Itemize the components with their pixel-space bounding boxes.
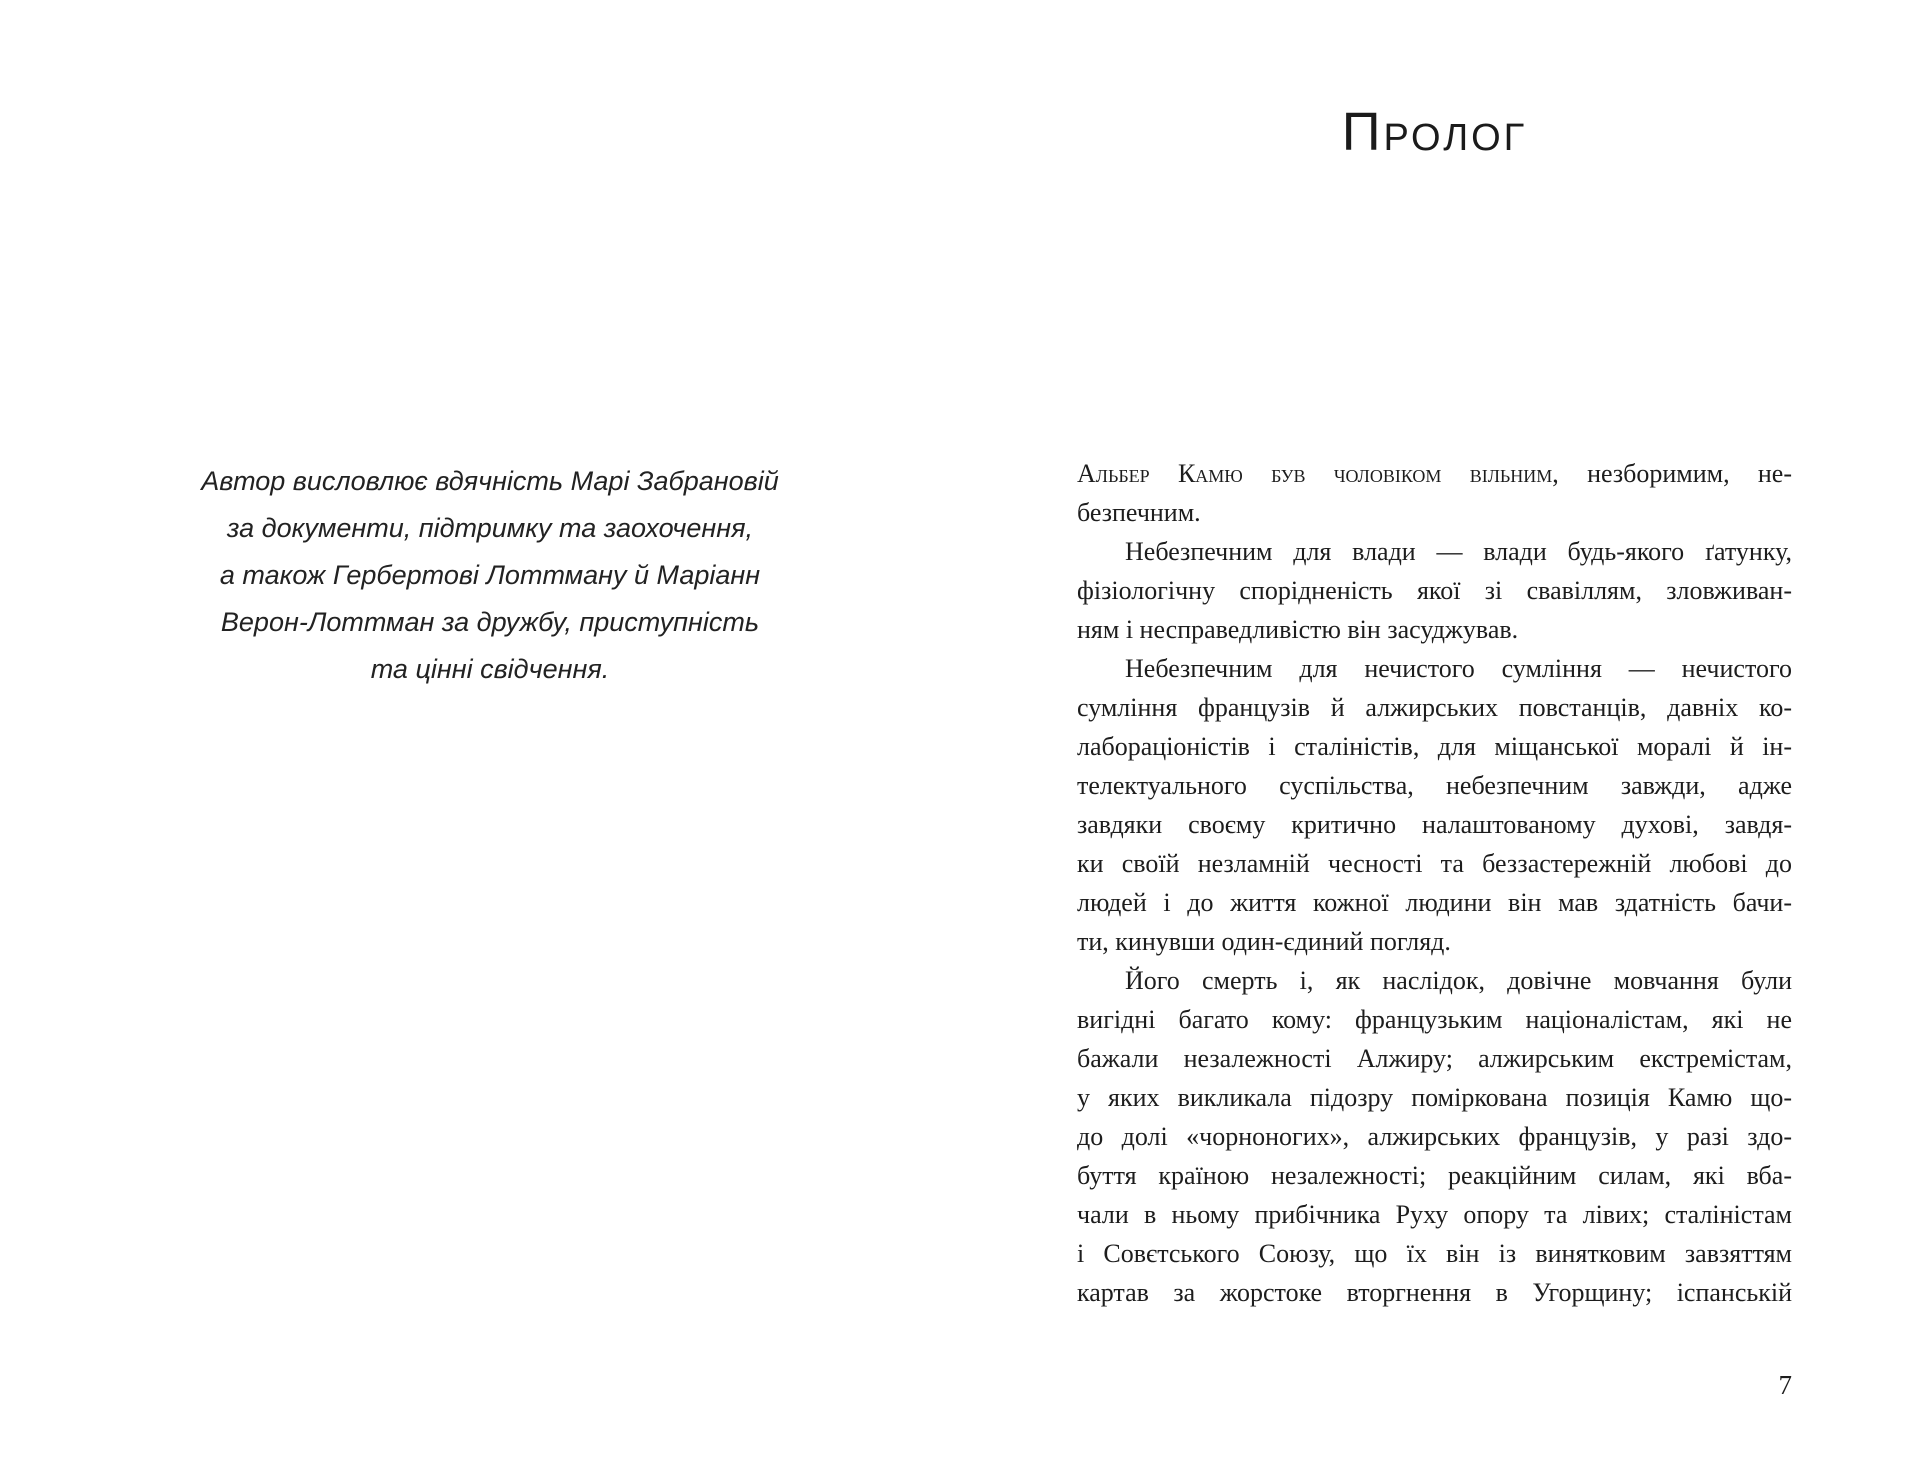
text-line: [1077, 454, 1792, 493]
dedication-line: за документи, підтримку та заохочення,: [226, 513, 754, 543]
text-line: людей і до життя кожної людини він мав здатність бачи-: [1077, 888, 1792, 917]
text-line: ти, кинувши один-єдиний погляд.: [1077, 927, 1451, 956]
chapter-heading: Пролог: [1341, 102, 1528, 162]
text-line: ки своїй незламній чесності та беззастережній любові до: [1077, 849, 1792, 878]
text-line: сумління французів й алжирських повстанців, давніх ко-: [1077, 693, 1792, 722]
opening-small-caps: Альбер Камю був чоловіком вільним,: [1077, 459, 1559, 488]
page-number: 7: [1778, 1370, 1792, 1400]
text-line: до долі «чорноногих», алжирських французів, у разі здо-: [1077, 1122, 1792, 1151]
dedication-line: Автор висловлює вдячність Марі Забрановій: [201, 466, 779, 496]
text-line: буття країною незалежності; реакційним силам, які вба-: [1077, 1161, 1792, 1190]
text-line: вигідні багато кому: французьким націоналістам, які не: [1077, 1005, 1792, 1034]
text-line: чали в ньому прибічника Руху опору та лівих; сталіністам: [1077, 1200, 1792, 1229]
dedication-line: а також Гербертові Лоттману й Маріанн: [219, 560, 761, 590]
text-line: і Совєтського Союзу, що їх він із винятковим завзяттям: [1077, 1239, 1792, 1268]
dedication-line: Верон-Лоттман за дружбу, приступність: [220, 607, 760, 637]
text-line: ням і несправедливістю він засуджував.: [1077, 615, 1519, 644]
dedication-block: [140, 458, 840, 693]
text-line-rest: незборимим, не-: [1558, 459, 1792, 488]
text-line: фізіологічну спорідненість якої зі свавіллям, зловживан-: [1077, 576, 1792, 605]
text-line: бажали незалежності Алжиру; алжирським екстремістам,: [1077, 1044, 1792, 1073]
text-line: у яких викликала підозру поміркована позиція Камю що-: [1077, 1083, 1792, 1112]
right-page: [960, 0, 1920, 1475]
text-line: завдяки своєму критично налаштованому духові, завдя-: [1077, 810, 1792, 839]
text-line: безпечним.: [1077, 498, 1201, 527]
dedication-line: та цінні свідчення.: [370, 654, 610, 684]
text-line: Небезпечним для нечистого сумління — нечистого: [1125, 654, 1792, 683]
text-line: картав за жорстоке вторгнення в Угорщину; іспанській: [1077, 1278, 1792, 1307]
text-line: лабораціоністів і сталіністів, для міщанської моралі й ін-: [1077, 732, 1792, 761]
text-line: Його смерть і, як наслідок, довічне мовчання були: [1125, 966, 1792, 995]
text-line: телектуального суспільства, небезпечним завжди, адже: [1077, 771, 1792, 800]
text-line: Небезпечним для влади — влади будь-якого ґатунку,: [1125, 537, 1792, 566]
chapter-body: [1077, 454, 1792, 1312]
